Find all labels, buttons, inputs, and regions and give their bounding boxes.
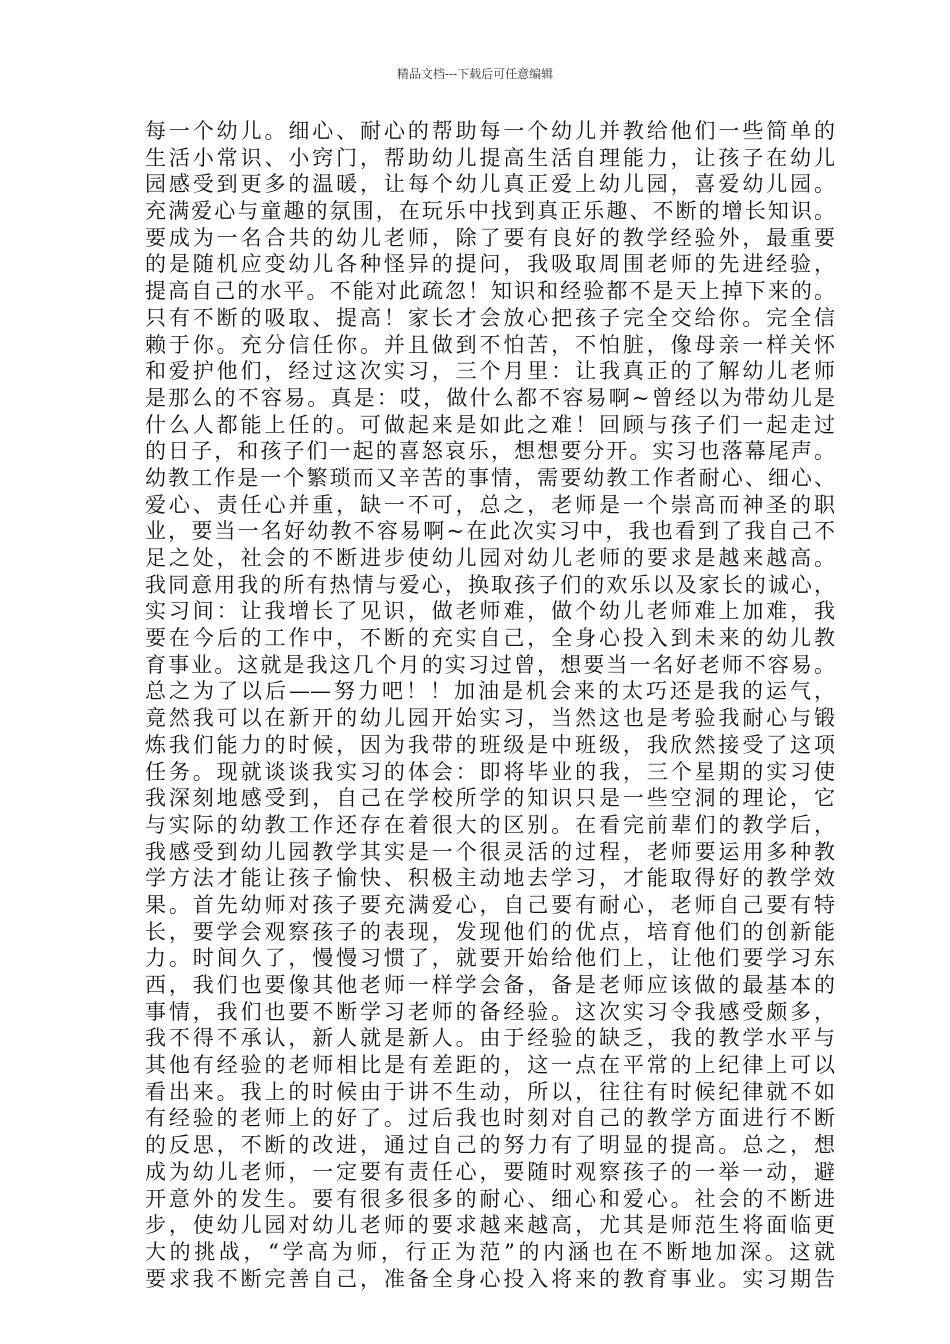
body-line: 生活小常识、小窍门，帮助幼儿提高生活自理能力，让孩子在幼儿 bbox=[145, 145, 835, 170]
body-line: 育事业。这就是我这几个月的实习过曾，想要当一名好老师不容易。 bbox=[145, 652, 835, 677]
body-line: 事情，我们也要不断学习老师的备经验。这次实习令我感受颇多， bbox=[145, 999, 835, 1024]
body-line: 要在今后的工作中，不断的充实自己，全身心投入到未来的幼儿教 bbox=[145, 626, 835, 651]
body-line: 看出来。我上的时候由于讲不生动，所以，往往有时候纪律就不如 bbox=[145, 1079, 835, 1104]
body-line: 有经验的老师上的好了。过后我也时刻对自己的教学方面进行不断 bbox=[145, 1106, 835, 1131]
body-line: 是那么的不容易。真是：哎，做什么都不容易啊~曾经以为带幼儿是 bbox=[145, 385, 835, 410]
body-line: 足之处，社会的不断进步使幼儿园对幼儿老师的要求是越来越高。 bbox=[145, 546, 835, 570]
body-line: 爱心、责任心并重，缺一不可，总之，老师是一个崇高而神圣的职 bbox=[145, 492, 835, 517]
body-line: 长，要学会观察孩子的表现，发现他们的优点，培育他们的创新能 bbox=[145, 919, 835, 944]
body-line: 业，要当一名好幼教不容易啊~在此次实习中，我也看到了我自己不 bbox=[145, 519, 835, 544]
body-line: 大的挑战，“学高为师，行正为范”的内涵也在不断地加深。这就 bbox=[145, 1239, 835, 1264]
body-line: 要成为一名合共的幼儿老师，除了要有良好的教学经验外，最重要 bbox=[145, 225, 835, 250]
body-line: 幼教工作是一个繁琐而又辛苦的事情，需要幼教工作者耐心、细心、 bbox=[145, 465, 835, 490]
body-line: 和爱护他们，经过这次实习，三个月里：让我真正的了解幼儿老师 bbox=[145, 359, 835, 384]
body-line: 我同意用我的所有热情与爱心，换取孩子们的欢乐以及家长的诚心， bbox=[145, 572, 835, 597]
body-line: 西，我们也要像其他老师一样学会备，备是老师应该做的最基本的 bbox=[145, 973, 835, 997]
body-line: 成为幼儿老师，一定要有责任心，要随时观察孩子的一举一动，避 bbox=[145, 1159, 835, 1184]
body-line: 实习间：让我增长了见识，做老师难，做个幼儿老师难上加难，我 bbox=[145, 599, 835, 624]
body-line: 我感受到幼儿园教学其实是一个很灵活的过程，老师要运用多种教 bbox=[145, 839, 835, 864]
body-line: 果。首先幼师对孩子要充满爱心，自己要有耐心，老师自己要有特 bbox=[145, 892, 835, 917]
body-line: 的日子，和孩子们一起的喜怒哀乐，想想要分开。实习也落幕尾声。 bbox=[145, 439, 835, 464]
body-line: 提高自己的水平。不能对此疏忽！知识和经验都不是天上掉下来的。 bbox=[145, 279, 835, 304]
body-line: 要求我不断完善自己，准备全身心投入将来的教育事业。实习期告 bbox=[145, 1266, 835, 1291]
body-line: 充满爱心与童趣的氛围，在玩乐中找到真正乐趣、不断的增长知识。 bbox=[145, 199, 835, 224]
body-line: 我深刻地感受到，自己在学校所学的知识只是一些空洞的理论，它 bbox=[145, 786, 835, 811]
page-header: 精品文档---下载后可任意编辑 bbox=[396, 67, 554, 81]
body-line: 竟然我可以在新开的幼儿园开始实习，当然这也是考验我耐心与锻 bbox=[145, 706, 835, 731]
body-line: 其他有经验的老师相比是有差距的，这一点在平常的上纪律上可以 bbox=[145, 1053, 835, 1078]
body-line: 炼我们能力的时候，因为我带的班级是中班级，我欣然接受了这项 bbox=[145, 732, 835, 757]
body-line: 每一个幼儿。细心、耐心的帮助每一个幼儿并教给他们一些简单的 bbox=[145, 119, 835, 143]
body-line: 力。时间久了，慢慢习惯了，就要开始给他们上，让他们要学习东 bbox=[145, 946, 835, 971]
body-line: 的反思，不断的改进，通过自己的努力有了明显的提高。总之，想 bbox=[145, 1133, 835, 1158]
body-line: 赖于你。充分信任你。并且做到不怕苦，不怕脏，像母亲一样关怀 bbox=[145, 332, 835, 357]
body-line: 任务。现就谈谈我实习的体会：即将毕业的我，三个星期的实习使 bbox=[145, 759, 835, 784]
body-line: 学方法才能让孩子愉快、积极主动地去学习，才能取得好的教学效 bbox=[145, 866, 835, 891]
body-text bbox=[145, 118, 835, 1292]
body-line: 与实际的幼教工作还存在着很大的区别。在看完前辈们的教学后， bbox=[145, 812, 835, 837]
body-line: 园感受到更多的温暖，让每个幼儿真正爱上幼儿园，喜爱幼儿园。 bbox=[145, 172, 835, 197]
body-line: 只有不断的吸取、提高！家长才会放心把孩子完全交给你。完全信 bbox=[145, 305, 835, 330]
body-line: 步，使幼儿园对幼儿老师的要求越来越高，尤其是师范生将面临更 bbox=[145, 1213, 835, 1238]
body-line: 开意外的发生。要有很多很多的耐心、细心和爱心。社会的不断进 bbox=[145, 1186, 835, 1211]
body-line: 我不得不承认，新人就是新人。由于经验的缺乏，我的教学水平与 bbox=[145, 1026, 835, 1051]
body-line: 什么人都能上任的。可做起来是如此之难！回顾与孩子们一起走过 bbox=[145, 412, 835, 437]
body-line: 总之为了以后——努力吧！！加油是机会来的太巧还是我的运气， bbox=[145, 679, 835, 704]
body-line: 的是随机应变幼儿各种怪异的提问，我吸取周围老师的先进经验， bbox=[145, 252, 835, 277]
